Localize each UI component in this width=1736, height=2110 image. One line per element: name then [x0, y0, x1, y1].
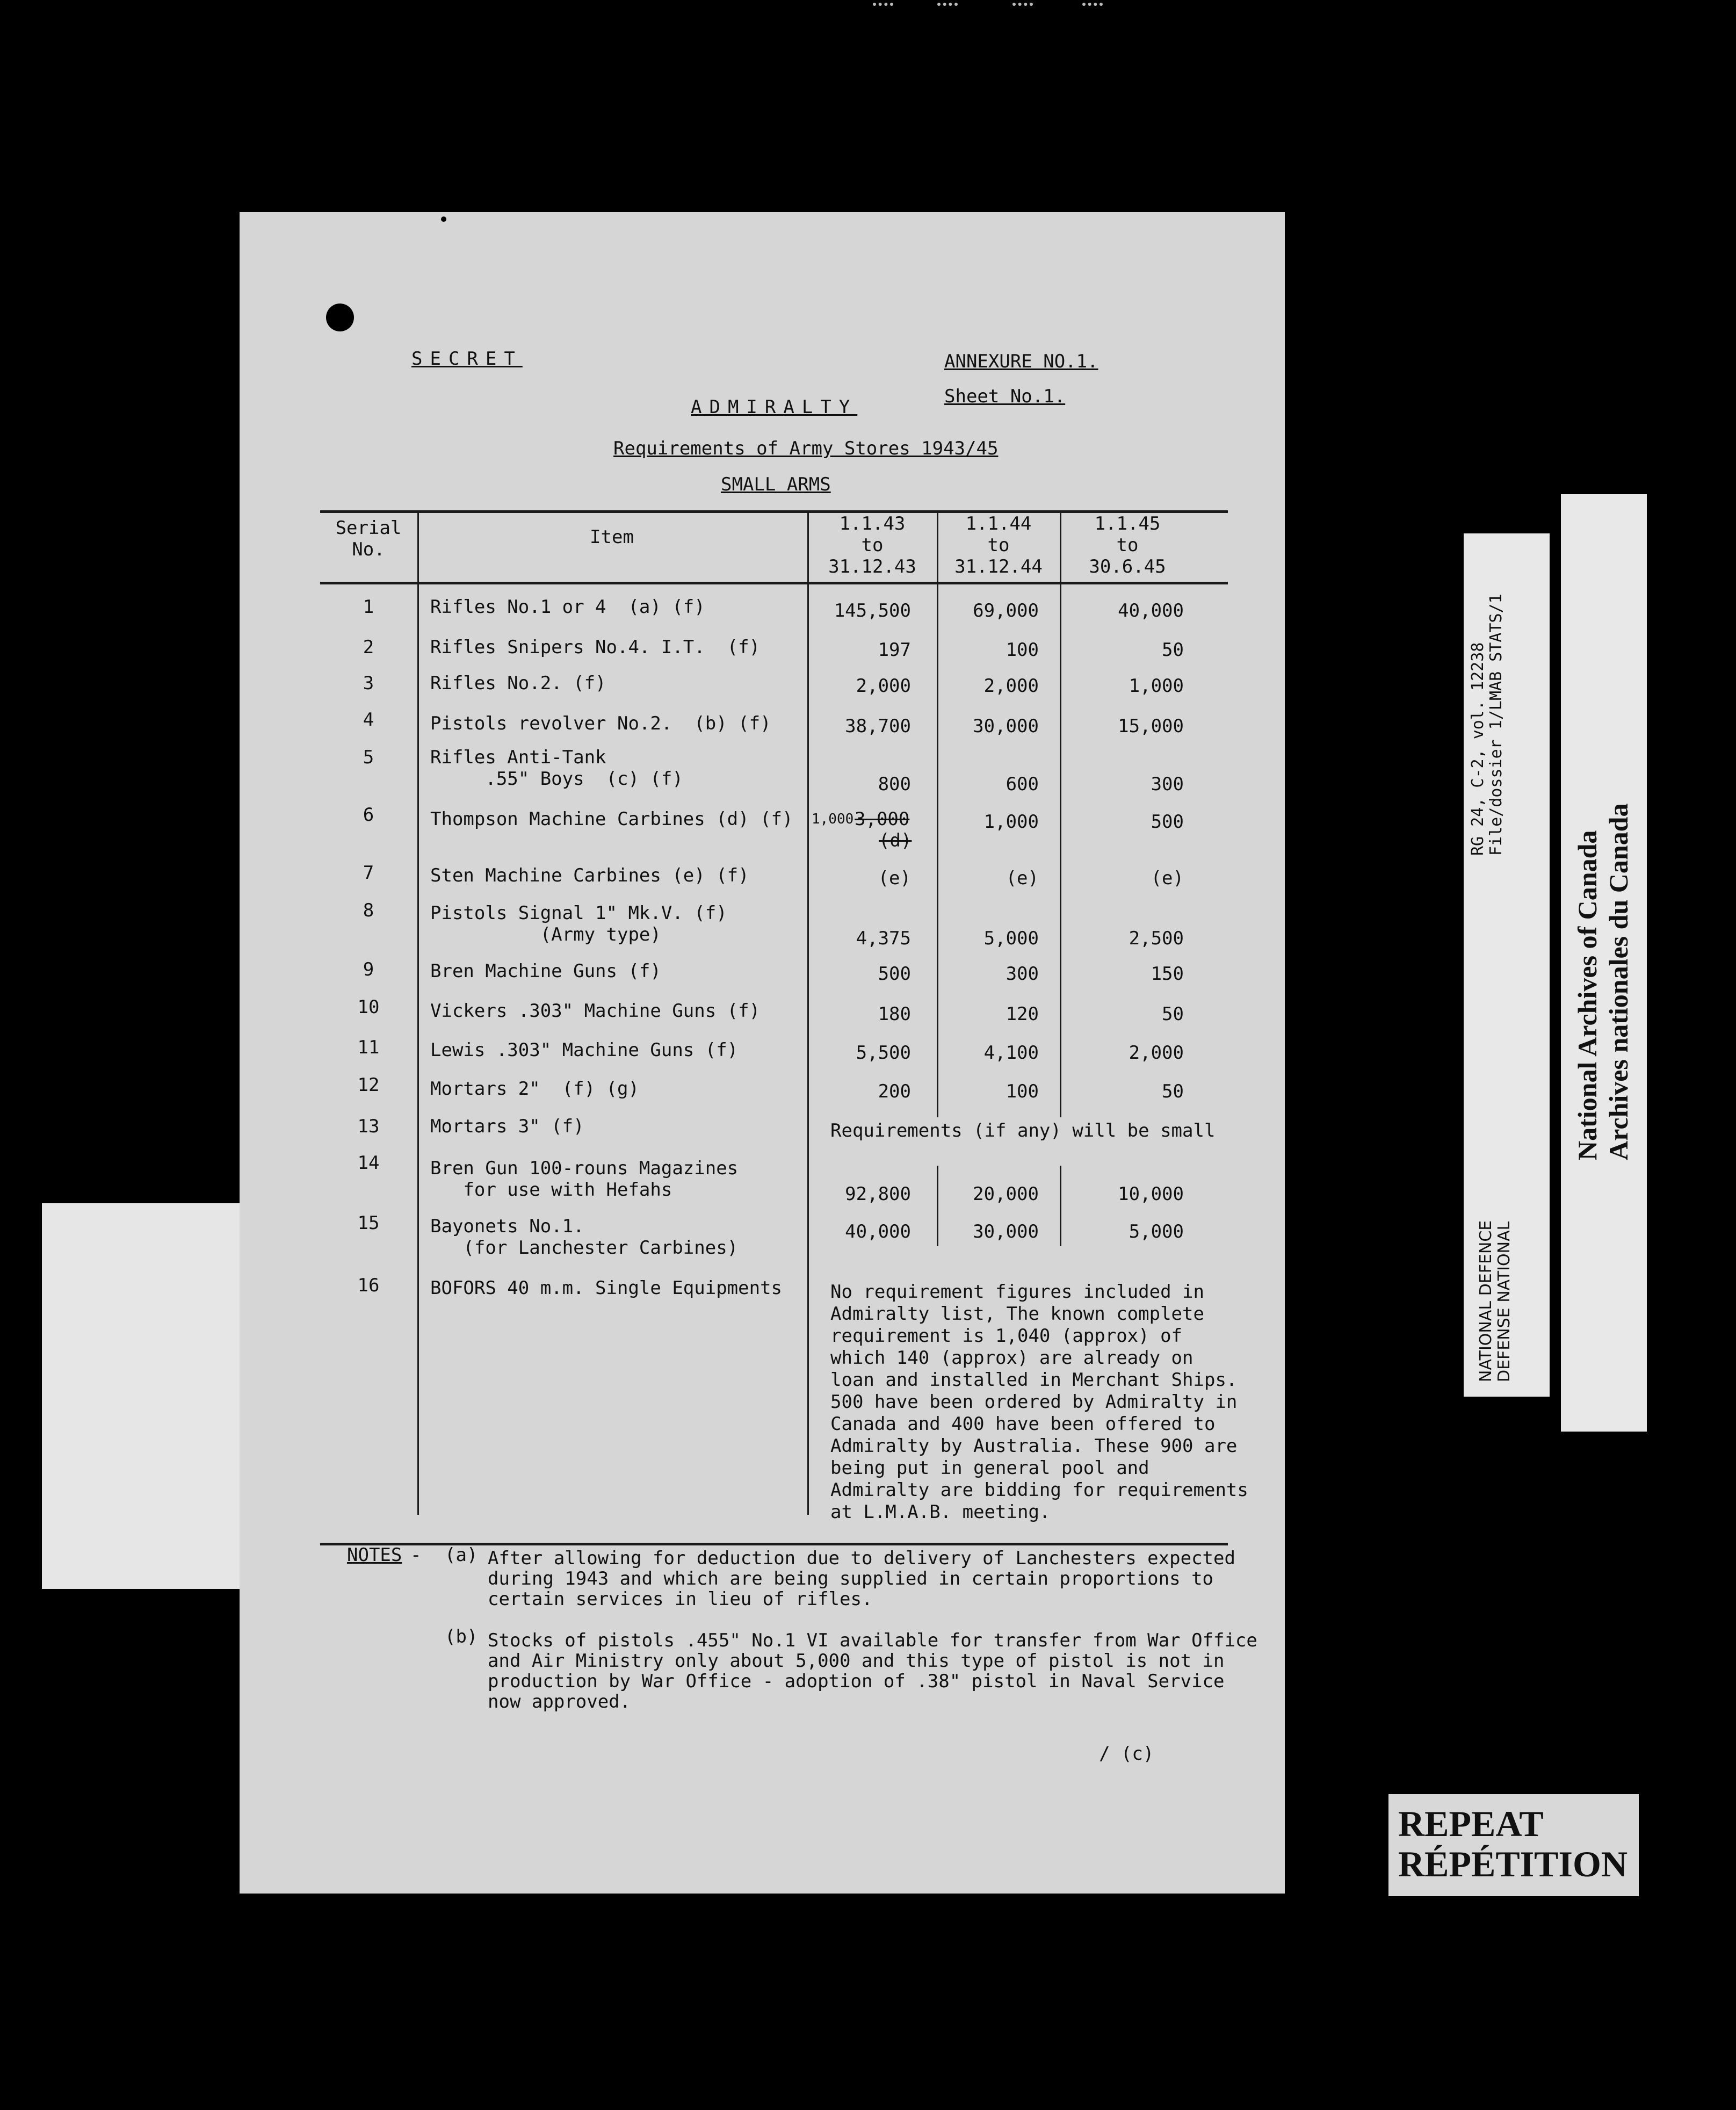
document-title: Requirements of Army Stores 1943/45 [613, 438, 999, 459]
value-cell: 100 [1006, 639, 1039, 661]
value-cell: 150 [1151, 963, 1184, 985]
item-cell: Mortars 2" (f) (g) [430, 1078, 639, 1100]
punch-hole [326, 304, 354, 331]
note-text: After allowing for deduction due to delivery of Lanchesters expected during 1943 and which are being supplied in certain proportions to certain services in lieu of rifles. [488, 1548, 1235, 1610]
value-cell: 200 [878, 1081, 911, 1102]
repeat-text: RÉPÉTITION [1398, 1844, 1628, 1884]
handwritten-correction: 1,000 [812, 811, 854, 827]
archive-reference-strip [1464, 533, 1550, 1397]
item-cell: Rifles Snipers No.4. I.T. (f) [430, 637, 761, 658]
item-cell: Pistols Signal 1" Mk.V. (f) (Army type) [430, 902, 727, 945]
repeat-text: REPEAT [1398, 1803, 1544, 1844]
serial-cell: 8 [363, 900, 374, 921]
value-cell: 10,000 [1118, 1183, 1184, 1205]
serial-cell: 1 [363, 596, 374, 618]
repeat-stamp [1388, 1794, 1639, 1896]
period-header: 1.1.43 to 31.12.43 [828, 513, 916, 577]
document-subtitle: SMALL ARMS [721, 474, 831, 495]
serial-cell: 5 [363, 747, 374, 768]
note-text: Stocks of pistols .455" No.1 VI available for transfer from War Office and Air Ministry only about 5,000 and this type of pistol is not in production by War Office - adoption of .38" pistol in Naval Service now approved. [488, 1630, 1257, 1712]
item-cell: Bren Machine Guns (f) [430, 960, 661, 982]
value-cell: 2,500 [1129, 928, 1184, 949]
serial-cell: 10 [357, 996, 380, 1018]
value-cell: 5,000 [983, 928, 1039, 949]
value-cell: 30,000 [973, 1221, 1039, 1242]
value-cell: 69,000 [973, 600, 1039, 622]
note-key: (b) [445, 1626, 478, 1647]
value-cell: 40,000 [1118, 600, 1184, 622]
item-cell: Vickers .303" Machine Guns (f) [430, 1000, 761, 1022]
period-header: 1.1.44 to 31.12.44 [954, 513, 1043, 577]
value-cell: 92,800 [845, 1183, 911, 1205]
department-text: NATIONAL DEFENCE DEFENSE NATIONAL [1477, 1220, 1514, 1382]
film-edge-marks [873, 0, 1195, 43]
serial-cell: 3 [363, 673, 374, 694]
serial-cell: 12 [357, 1074, 380, 1096]
serial-cell: 7 [363, 862, 374, 884]
value-cell: 300 [1006, 963, 1039, 985]
serial-cell: 13 [357, 1116, 380, 1137]
annexure-label: ANNEXURE NO.1. [944, 351, 1098, 372]
value-cell: 38,700 [845, 716, 911, 737]
serial-cell: 16 [357, 1275, 380, 1296]
value-cell: (e) [878, 868, 911, 889]
reference-text: RG 24, C-2, vol. 12238 File/dossier 1/LMAB STATS/1 [1469, 594, 1506, 856]
value-cell: 40,000 [845, 1221, 911, 1242]
archives-text: National Archives of Canada Archives nationales du Canada [1572, 803, 1633, 1160]
column-divider [417, 510, 419, 1515]
item-cell: Rifles No.1 or 4 (a) (f) [430, 596, 705, 618]
item-cell: Sten Machine Carbines (e) (f) [430, 865, 749, 886]
value-cell: 600 [1006, 774, 1039, 795]
value-cell: 300 [1151, 774, 1184, 795]
serial-cell: 9 [363, 959, 374, 980]
value-cell: (e) [1006, 868, 1039, 889]
value-cell: 1,000 [983, 811, 1039, 833]
value-cell: 800 [878, 774, 911, 795]
item-cell: BOFORS 40 m.m. Single Equipments [430, 1277, 783, 1299]
value-cell: 5,000 [1129, 1221, 1184, 1242]
value-cell: 500 [878, 963, 911, 985]
classification-label: SECRET [411, 348, 523, 370]
note-key: (a) [445, 1544, 478, 1566]
value-cell: 120 [1006, 1003, 1039, 1025]
value-cell: 197 [878, 639, 911, 661]
value-cell: 30,000 [973, 716, 1039, 737]
value-cell: (e) [1151, 868, 1184, 889]
value-cell: 20,000 [973, 1183, 1039, 1205]
notes-label: NOTES [347, 1544, 402, 1566]
value-cell: 50 [1162, 1081, 1184, 1102]
notes-dash: - [410, 1544, 422, 1566]
item-cell: Bren Gun 100-rouns Magazines for use with Hefahs [430, 1158, 739, 1201]
item-cell: Rifles Anti-Tank .55" Boys (c) (f) [430, 747, 683, 790]
value-cell: 4,375 [856, 928, 911, 949]
value-cell: 1,000 [1129, 675, 1184, 697]
row-note: No requirement figures included in Admiralty list, The known complete requirement is 1,040 (approx) of which 140 (approx) are already on loan and installed in Merchant Ships. 500 have been ordered by Admiralty in Canada and 400 have been offered to Admiralty by Australia. These 900 are being put in general pool and Admiralty are bidding for requirements at L.M.A.B. meeting. [830, 1281, 1248, 1523]
value-cell: 145,500 [834, 600, 911, 622]
value-cell: 500 [1151, 811, 1184, 833]
table-header-rule [320, 582, 1228, 584]
value-cell: 50 [1162, 639, 1184, 661]
item-cell: Bayonets No.1. (for Lanchester Carbines) [430, 1216, 739, 1259]
serial-cell: 2 [363, 637, 374, 658]
value-cell: 4,100 [983, 1042, 1039, 1064]
row-note: Requirements (if any) will be small [830, 1120, 1216, 1141]
value-cell: 15,000 [1118, 716, 1184, 737]
item-cell: Thompson Machine Carbines (d) (f) [430, 808, 793, 830]
value-cell: 2,000 [983, 675, 1039, 697]
serial-header: Serial No. [335, 517, 402, 560]
department-title: ADMIRALTY [691, 396, 858, 418]
item-cell: Rifles No.2. (f) [430, 673, 606, 694]
value-cell: 5,500 [856, 1042, 911, 1064]
item-cell: Mortars 3" (f) [430, 1116, 584, 1137]
ink-dot [441, 216, 446, 222]
item-header: Item [590, 526, 634, 548]
value-cell: 2,000 [1129, 1042, 1184, 1064]
value-cell: 50 [1162, 1003, 1184, 1025]
item-cell: Lewis .303" Machine Guns (f) [430, 1039, 739, 1061]
sheet-label: Sheet No.1. [944, 386, 1066, 407]
serial-cell: 15 [357, 1212, 380, 1234]
serial-cell: 4 [363, 709, 374, 731]
value-cell: 100 [1006, 1081, 1039, 1102]
value-cell: 2,000 [856, 675, 911, 697]
archive-stamp-strip [1561, 494, 1647, 1432]
item-cell: Pistols revolver No.2. (b) (f) [430, 713, 771, 734]
serial-cell: 11 [357, 1037, 380, 1058]
value-cell: 180 [878, 1003, 911, 1025]
period-header: 1.1.45 to 30.6.45 [1089, 513, 1166, 577]
struck-note: (d) [879, 830, 912, 851]
document-page [240, 212, 1285, 1894]
struck-value: 3,000 [855, 808, 910, 830]
continuation-marker: / (c) [1099, 1743, 1154, 1765]
serial-cell: 6 [363, 804, 374, 826]
serial-cell: 14 [357, 1152, 380, 1174]
